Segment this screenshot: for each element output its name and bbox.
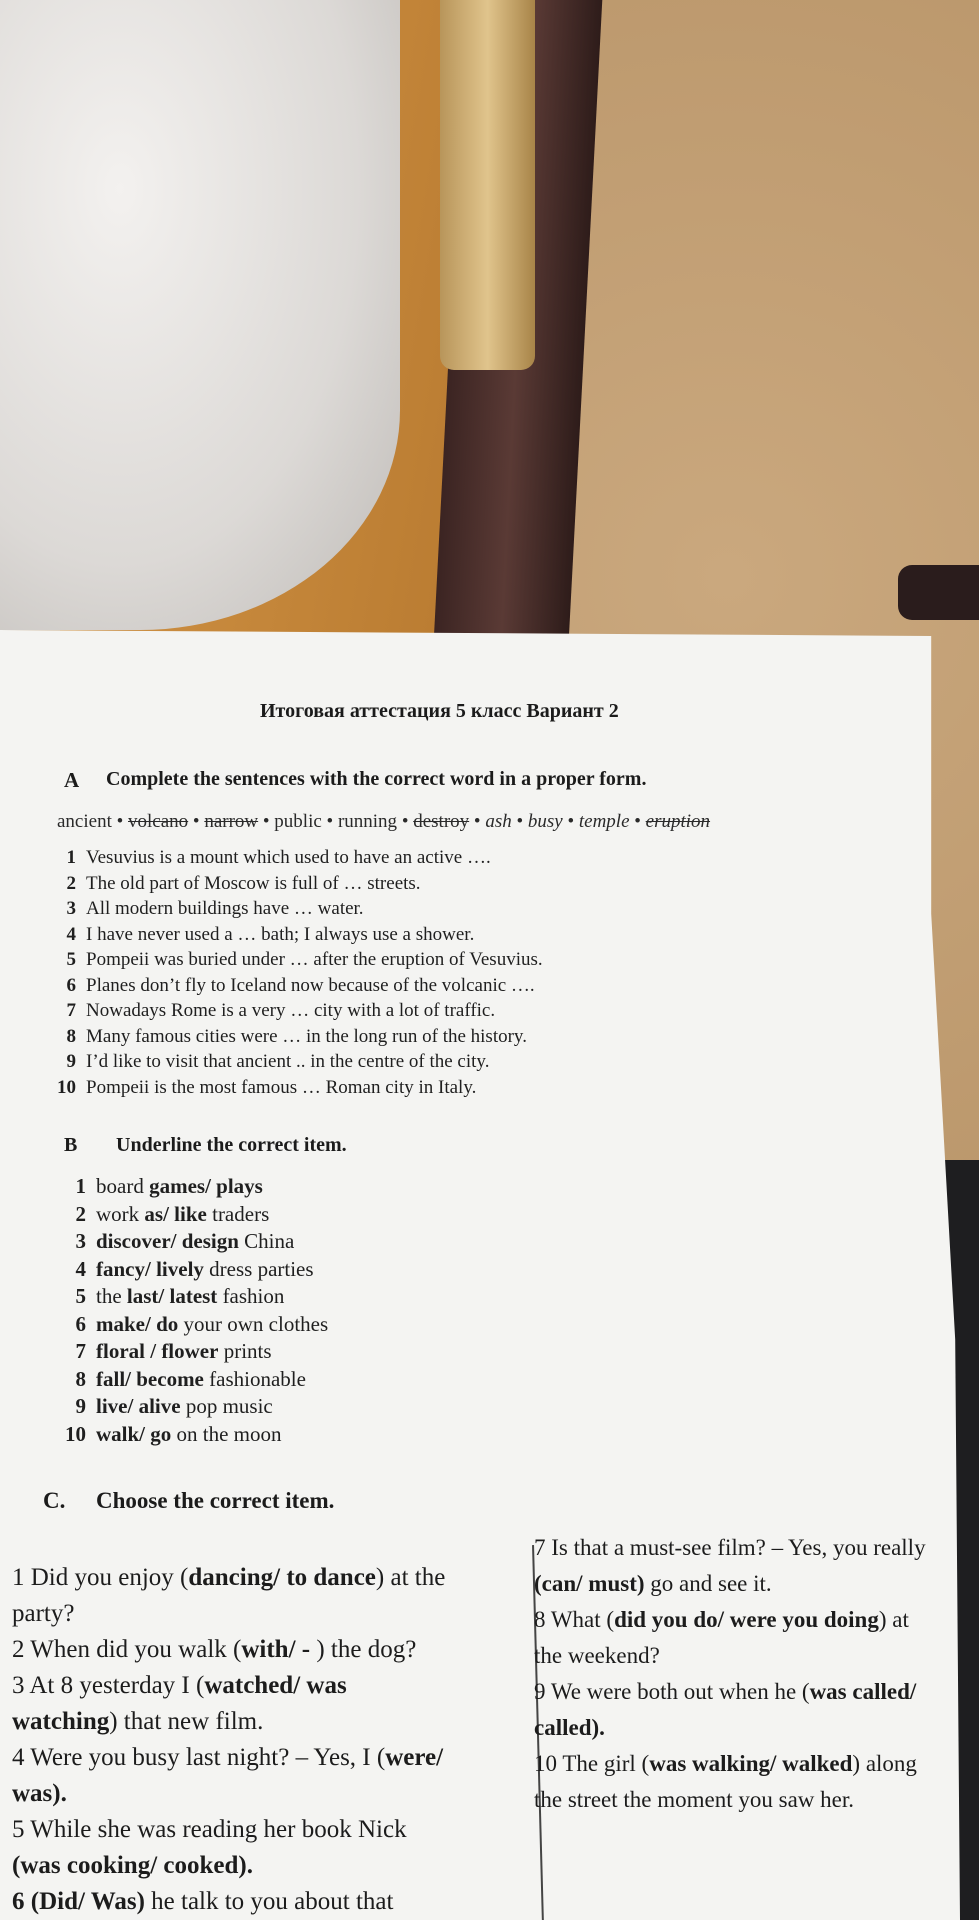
section-b-item [48,1174,328,1202]
section-a-list [44,847,543,1102]
section-a-item [44,847,543,873]
item-number: 1 [75,1174,86,1198]
item-choice: was). [12,1780,67,1807]
section-c-line [534,1782,926,1818]
word-bank-separator: • [511,811,528,832]
item-text: ) that new film. [109,1708,264,1735]
item-text: Many famous cities were … in the long run of the history. [86,1025,527,1047]
item-text: All modern buildings have … water. [86,898,364,919]
item-choice: live/ alive [96,1394,181,1418]
section-c-line [534,1566,926,1602]
section-c-line [12,1812,445,1848]
item-text: traders [206,1201,270,1226]
item-choice: last/ latest [126,1284,218,1308]
item-text: 1 Did you enjoy ( [12,1564,189,1591]
item-text: go and see it. [644,1571,772,1596]
section-b-letter: B [64,1134,78,1156]
item-choice: was walking/ walked [649,1751,853,1776]
item-number: 4 [75,1256,86,1281]
metal-bracket [440,0,535,370]
item-choice: watching [12,1708,110,1735]
word-bank-word: volcano [128,811,189,832]
section-b-instruction: Underline the correct item. [116,1134,347,1156]
item-number: 10 [57,1076,76,1098]
item-text: the weekend? [534,1643,660,1668]
section-a-letter: A [64,768,80,792]
item-number: 4 [66,923,76,945]
section-c-right-column [534,1530,926,1818]
word-bank-word: eruption [645,811,711,832]
item-text: fashionable [203,1366,306,1391]
section-a-item [44,873,543,899]
item-text: 10 The girl ( [534,1751,650,1776]
section-a-item [44,1026,543,1052]
section-c-line [12,1632,445,1668]
item-text: 9 We were both out when he ( [534,1679,810,1704]
section-c-line [12,1776,445,1812]
item-text: your own clothes [178,1311,329,1336]
item-choice: watched/ was [204,1672,347,1699]
section-c-line [12,1560,445,1596]
item-number: 7 [66,1000,76,1021]
item-text: 5 While she was reading her book Nick [12,1816,407,1843]
item-number: 3 [66,898,76,919]
item-choice: were/ [385,1744,444,1771]
section-b-item [48,1284,328,1312]
item-number: 9 [75,1394,86,1418]
section-a-item [44,1000,543,1026]
item-text: Planes don’t fly to Iceland now because of the volcanic …. [86,974,535,996]
word-bank-word: ancient [57,811,112,832]
word-bank [57,811,710,833]
item-text: he talk to you about that [144,1888,394,1915]
section-c-line [534,1638,926,1674]
word-bank-separator: • [188,811,205,832]
item-choice: discover/ design [96,1229,239,1253]
section-c-line [12,1884,445,1920]
item-text: Nowadays Rome is a very … city with a lot of traffic. [86,1000,496,1021]
item-text: 2 When did you walk ( [12,1636,242,1663]
item-number: 2 [75,1201,86,1226]
item-choice: walk/ go [96,1421,172,1446]
section-c-line [12,1596,445,1632]
item-number: 8 [66,1025,76,1047]
item-choice: 6 (Did/ Was) [12,1888,145,1915]
section-c-line [534,1746,926,1782]
section-c-line [12,1704,445,1740]
section-a-item [44,898,543,924]
item-choice: (can/ must) [534,1571,645,1596]
word-bank-word: ash [485,811,512,832]
word-bank-separator: • [321,811,338,832]
item-text: pop music [180,1394,273,1418]
item-text: the street the moment you saw her. [534,1787,855,1812]
item-text: I’d like to visit that ancient .. in the centre of the city. [86,1051,490,1072]
item-choice: fall/ become [96,1366,204,1391]
item-text: the [96,1284,127,1308]
item-text: on the moon [171,1421,282,1446]
item-text: Pompeii was buried under … after the eruption of Vesuvius. [86,949,543,970]
section-c-letter: C. [43,1488,66,1513]
section-b-item [48,1257,328,1285]
item-text: The old part of Moscow is full of … streets. [86,872,421,894]
item-number: 5 [75,1284,86,1308]
word-bank-word: temple [578,811,630,832]
section-c-line [534,1530,926,1566]
item-text: ) at [878,1607,909,1632]
section-c-line [534,1710,926,1746]
item-text: board [96,1174,150,1198]
item-text: dress parties [203,1256,314,1281]
section-c-line [534,1674,926,1710]
item-choice: called). [534,1715,605,1740]
item-choice: as/ like [144,1201,207,1226]
section-c-line [534,1602,926,1638]
item-text: I have never used a … bath; I always use a shower. [86,923,475,945]
section-c-line [12,1740,445,1776]
word-bank-separator: • [562,811,579,832]
word-bank-separator: • [258,811,275,832]
item-number: 1 [66,847,76,868]
item-text: fashion [217,1284,285,1308]
item-choice: games/ plays [149,1174,263,1198]
item-choice: make/ do [96,1311,179,1336]
section-a-instruction: Complete the sentences with the correct word in a proper form. [106,768,647,790]
item-text: China [238,1229,295,1253]
word-bank-word: running [337,811,398,832]
item-number: 5 [66,949,76,970]
item-text: 7 Is that a must-see film? – Yes, you really [534,1535,926,1560]
item-number: 7 [75,1339,86,1363]
word-bank-separator: • [397,811,414,832]
item-choice: was called/ [809,1679,917,1704]
section-b-list [48,1174,328,1449]
section-b-item [48,1229,328,1257]
item-number: 9 [66,1051,76,1072]
dark-knob [898,565,979,620]
section-c-left-column [12,1560,445,1920]
word-bank-word: public [274,811,322,832]
word-bank-word: destroy [413,811,470,832]
section-b-item [48,1394,328,1422]
item-choice: (was cooking/ cooked). [12,1852,253,1879]
item-choice: fancy/ lively [96,1256,204,1281]
item-choice: dancing/ to dance [188,1564,376,1591]
word-bank-word: narrow [204,811,259,832]
word-bank-separator: • [629,811,646,832]
item-number: 8 [75,1366,86,1391]
item-text: ) at the [375,1564,446,1591]
section-b-item [48,1422,328,1450]
word-bank-separator: • [111,811,129,832]
item-text: ) the dog? [316,1636,417,1663]
section-a-item [44,924,543,950]
section-c-instruction: Choose the correct item. [96,1488,335,1513]
item-choice: did you do/ were you doing [614,1607,879,1632]
word-bank-word: busy [527,811,563,832]
section-b-item [48,1312,328,1340]
item-number: 6 [75,1311,86,1336]
item-text: 3 At 8 yesterday I ( [12,1672,205,1699]
section-c-line [12,1848,445,1884]
item-number: 3 [75,1229,86,1253]
item-text: work [96,1201,145,1226]
item-number: 6 [66,974,76,996]
item-choice: floral / flower [96,1339,219,1363]
item-text: Pompeii is the most famous … Roman city in Italy. [86,1076,477,1098]
item-text: ) along [852,1751,917,1776]
word-bank-separator: • [469,811,486,832]
white-fabric [0,0,400,630]
item-number: 10 [65,1421,86,1446]
section-c-line [12,1668,445,1704]
section-a-item [44,1051,543,1077]
page-title: Итоговая аттестация 5 класс Вариант 2 [260,700,619,722]
section-b-item [48,1202,328,1230]
section-b-item [48,1339,328,1367]
item-text: 4 Were you busy last night? – Yes, I ( [12,1744,386,1771]
section-a-item [44,949,543,975]
item-text: party? [12,1600,75,1627]
item-choice: with/ - [241,1636,317,1663]
item-text: prints [218,1339,272,1363]
item-text: Vesuvius is a mount which used to have an active …. [86,847,491,868]
section-a-item [44,1077,543,1103]
item-number: 2 [66,872,76,894]
section-b-item [48,1367,328,1395]
section-a-item [44,975,543,1001]
item-text: 8 What ( [534,1607,615,1632]
